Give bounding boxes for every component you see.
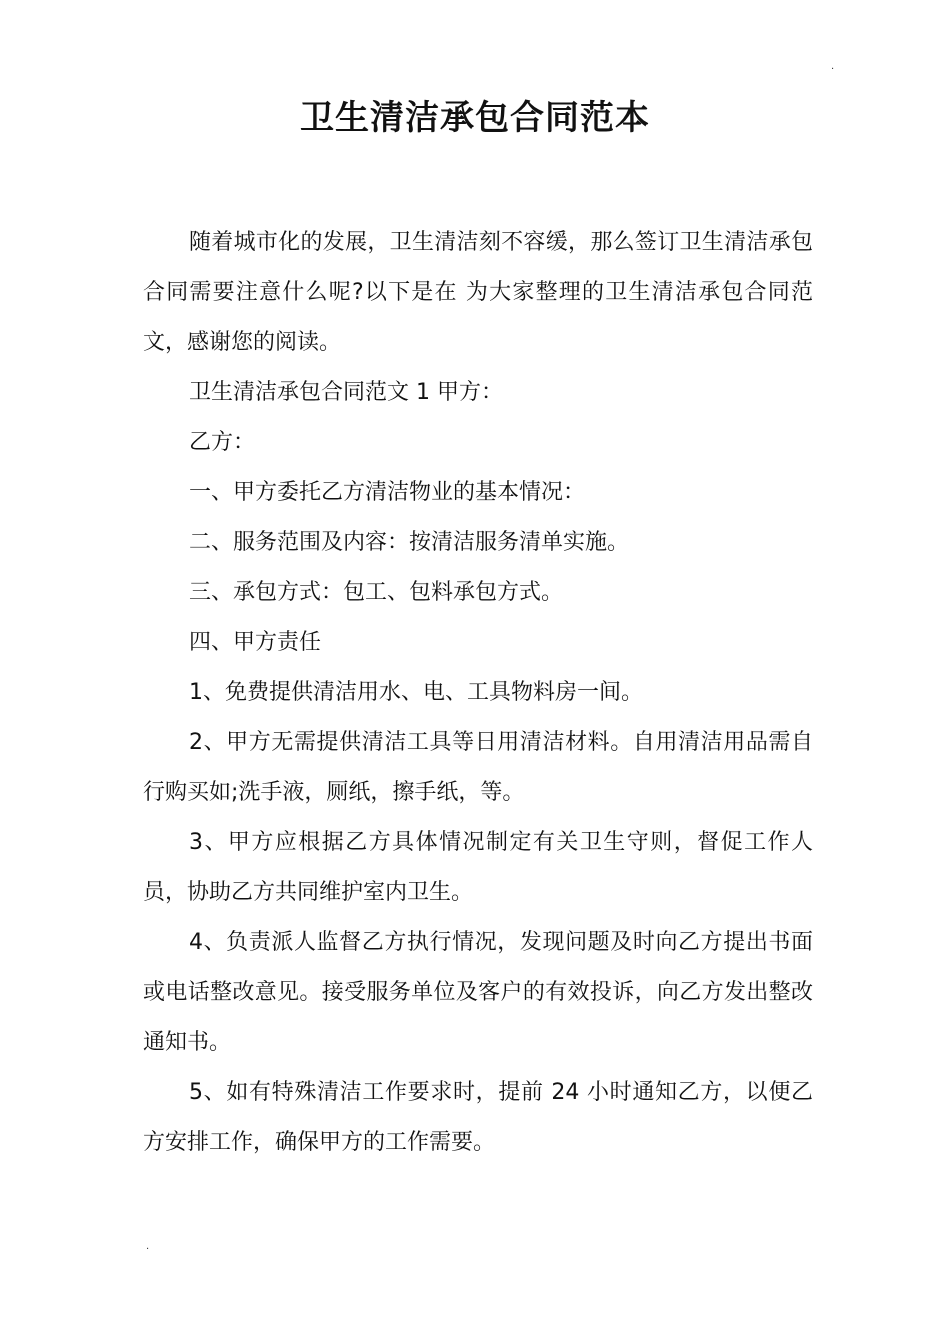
footer-dot-mark: . <box>146 1241 150 1252</box>
intro-paragraph: 随着城市化的发展，卫生清洁刻不容缓，那么签订卫生清洁承包合同需要注意什么呢?以下是在 为大家整理的卫生清洁承包合同范文，感谢您的阅读。 <box>143 230 813 355</box>
clause-4-heading: 四、甲方责任 <box>189 630 322 655</box>
page-title: 卫生清洁承包合同范本 <box>300 98 650 138</box>
clause-1-heading: 一、甲方委托乙方清洁物业的基本情况： <box>189 480 586 505</box>
clause-2-heading: 二、服务范围及内容：按清洁服务清单实施。 <box>189 530 630 555</box>
responsibility-item-3: 3、甲方应根据乙方具体情况制定有关卫生守则，督促工作人员，协助乙方共同维护室内卫生。 <box>143 830 813 905</box>
responsibility-item-4: 4、负责派人监督乙方执行情况，发现问题及时向乙方提出书面或电话整改意见。接受服务单位及客户的有效投诉，向乙方发出整改通知书。 <box>143 930 813 1055</box>
responsibility-item-1: 1、免费提供清洁用水、电、工具物料房一间。 <box>189 680 643 705</box>
party-b-line: 乙方： <box>189 430 256 455</box>
contract-heading-party-a: 卫生清洁承包合同范文 1 甲方： <box>189 380 503 405</box>
responsibility-item-5: 5、如有特殊清洁工作要求时，提前 24 小时通知乙方，以便乙方安排工作，确保甲方的工作需要。 <box>143 1080 813 1155</box>
responsibility-item-2: 2、甲方无需提供清洁工具等日用清洁材料。自用清洁用品需自行购买如;洗手液，厕纸，擦手纸，等。 <box>143 730 813 805</box>
clause-3-heading: 三、承包方式：包工、包料承包方式。 <box>189 580 564 605</box>
document-body <box>143 218 813 1168</box>
header-dot-mark: . <box>831 61 835 72</box>
